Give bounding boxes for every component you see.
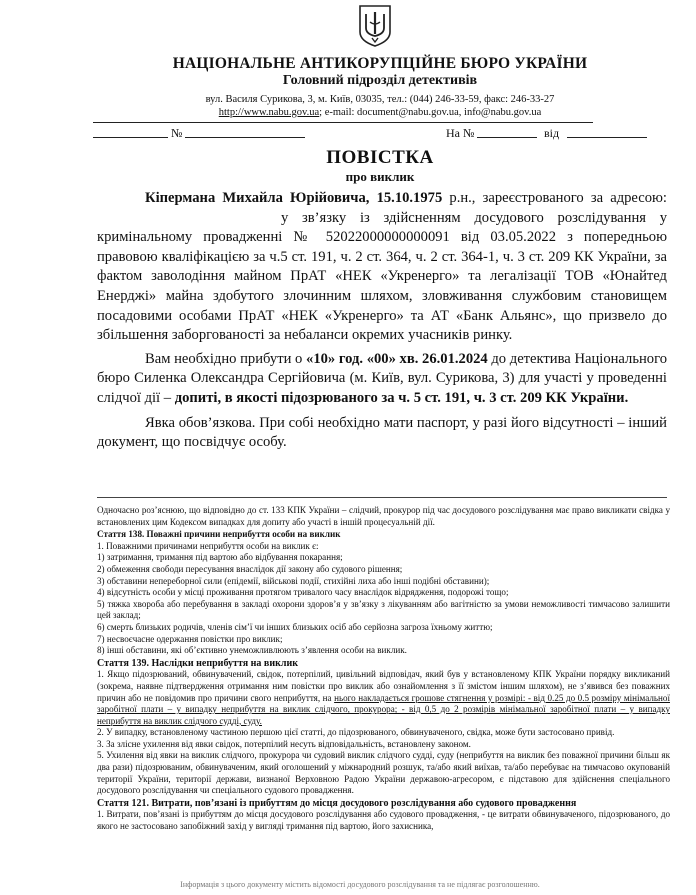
article-139-clause-5: 5. Ухилення від явки на виклик слідчого, прокурора чи судовий виклик слідчого судді, суду (неприбуття на виклик без поважної причини більш як два рази) підозрюваним, обвинуваченим, який оголошений у міжнародний розшук, та/або який виїхав, та/або перебуває на тимчасово окупованій території України, території держави, визнаної Верховною Радою України державою-агресором, є підставою для здійснення спеціального досудового розслідування чи спеціального судового провадження. (97, 750, 670, 796)
article-138-item: 5) тяжка хвороба або перебування в закладі охорони здоров’я у зв’язку з лікуванням або вагітністю за умови неможливості тимчасово залишити цей заклад; (97, 598, 670, 621)
article-138-item: 6) смерть близьких родичів, членів сім’ї чи інших близьких осіб або серйозна загроза їхньому життю; (97, 621, 493, 632)
article-138-item: 4) відсутність особи у місці проживання протягом тривалого часу внаслідок відрядження, подорожі тощо; (97, 587, 509, 598)
action-type: допиті, в якості підозрюваного за ч. 5 ст. 191, ч. 3 ст. 209 КК України. (174, 389, 629, 406)
from-mark: від (544, 126, 560, 140)
blank-from (567, 126, 647, 138)
article-139-clause-2: 2. У випадку, встановленому частиною першою цієї статті, до підозрюваного, обвинуваченого, свідка, може бути застосовано привід. (97, 727, 615, 738)
trident-emblem-icon (357, 4, 393, 48)
person-name: Кіпермана Михайла Юрійовича, 15.10.1975 (145, 190, 443, 206)
number-mark: № (171, 126, 183, 140)
org-name: НАЦІОНАЛЬНЕ АНТИКОРУПЦІЙНЕ БЮРО УКРАЇНИ (172, 55, 588, 72)
article-121-clause-1: 1. Витрати, пов’язані із прибуттям до місця досудового розслідування або судового провадження, - це витрати обвинуваченого, підозрюваного, до якого не застосовано запобіжний захід у вигляді тримання під вартою, його захисника, (97, 809, 670, 832)
case-description: у зв’язку із здійсненням досудового розслідування у кримінальному провадженні № 52022000000000091 від 03.05.2022 з попередньою правовою кваліфікацією за ч.5 ст. 191, ч. 2 ст. 364, ч. 2 ст. 364-1, ч. 3 ст. 209 КК України, за фактом заволодіння майном ПрАТ «НЕК «Укренерго» та легалізації ТОВ «Юнайтед Енерджі» майна здобутого злочинним шляхом, зловживання службовим становищем посадовими особами ПрАТ «НЕК «Укренерго» та АТ «Банк Альянс», що призвело до збільшення заборгованості за небаланси окремих учасників ринку. (97, 209, 667, 344)
blank-number (185, 126, 305, 138)
document-title: ПОВІСТКА (326, 147, 434, 168)
article-139-clause-3: 3. За злісне ухилення від явки свідок, потерпілий несуть відповідальність, встановлену законом. (97, 738, 471, 749)
website-link[interactable]: http://www.nabu.gov.ua (218, 107, 320, 118)
article-139-clause-1 (97, 669, 670, 727)
document-subtitle: про виклик (345, 169, 415, 184)
article-138-item: 3) обставини непереборної сили (епідемії, військові події, стихійні лиха або інші подібні обставини); (97, 575, 490, 586)
article-139-clause-1-text: 1. Якщо підозрюваний, обвинувачений, свідок, потерпілий, цивільний відповідач, який був у встановленому КПК України порядку викликаний (зокрема, наявне підтвердження отримання ним повістки про виклик або ознайомлення з її змістом іншим шляхом), не з’явився без поважних причин або не повідомив про причини свого неприбуття, на (97, 669, 670, 703)
article-139-title: Стаття 139. Наслідки неприбуття на виклик (97, 657, 298, 669)
article-138-item: 7) несвоєчасне одержання повістки про виклик; (97, 633, 283, 644)
legal-intro: Одночасно роз’яснюю, що відповідно до ст. 133 КПК України – слідчий, прокурор під час досудового розслідування має право викликати свідка у встановлених цим Кодексом випадках для допиту або участі в іншій процесуальній дії. (97, 505, 670, 527)
article-138-item: 2) обмеження свободи пересування внаслідок дії закону або судового рішення; (97, 563, 403, 574)
detective-text: до детектива Національного бюро Силенка Олександра Сергійовича (м. Київ, вул. Сурикова, 3) для участі у проведенні слідчої дії – (97, 350, 668, 406)
article-121-title: Стаття 121. Витрати, пов’язані із прибуттям до місця досудового розслідування або судового провадження (97, 797, 577, 809)
article-138-title: Стаття 138. Поважні причини неприбуття особи на виклик (97, 529, 341, 540)
article-138-item: 1) затримання, тримання під вартою або відбування покарання; (97, 552, 343, 563)
blank-on-number (477, 126, 537, 138)
department-name: Головний підрозділ детективів (282, 73, 478, 88)
org-contacts (150, 107, 610, 118)
summons-paragraph-2 (97, 350, 667, 409)
document-numbering (93, 126, 653, 142)
summons-paragraph-3: Явка обов’язкова. При собі необхідно мати паспорт, у разі його відсутності – інший документ, що посвідчує особу. (97, 414, 667, 451)
legal-notes (97, 505, 670, 833)
blank-date (93, 126, 168, 138)
article-138-item: 8) інші обставини, які об’єктивно унеможливлюють з’явлення особи на виклик. (97, 645, 407, 656)
header-divider (93, 122, 593, 123)
summons-paragraph-1 (97, 189, 667, 346)
article-138-clause: 1. Поважними причинами неприбуття особи на виклик є: (97, 540, 319, 551)
legal-divider (97, 497, 667, 498)
on-number-mark: На № (446, 126, 475, 140)
article-139-penalty: нього накладається грошове стягнення у розмірі: - від 0.25 до 0.5 розміру мінімальної заробітної плати – у випадку неприбуття на виклик слідчого, прокурора; - від 0,5 до 2 розмірів мінімальної заробітної плати – у випадку неприбуття на виклик слідчого судді, суду. (97, 692, 670, 726)
org-address: вул. Василя Сурикова, 3, м. Київ, 03035, тел.: (044) 246-33-59, факс: 246-33-27 (205, 94, 555, 105)
footer-note: Інформація з цього документу містить відомості досудового розслідування та не підлягає розголошенню. (180, 880, 540, 889)
appear-text: Вам необхідно прибути о (145, 350, 307, 367)
registration-text: р.н., зареєстрованого за адресою: (442, 190, 667, 206)
email-contacts: ; e-mail: document@nabu.gov.ua, info@nabu.gov.ua (319, 107, 542, 118)
appointment-time: «10» год. «00» хв. 26.01.2024 (306, 350, 488, 367)
summons-body (97, 189, 667, 453)
